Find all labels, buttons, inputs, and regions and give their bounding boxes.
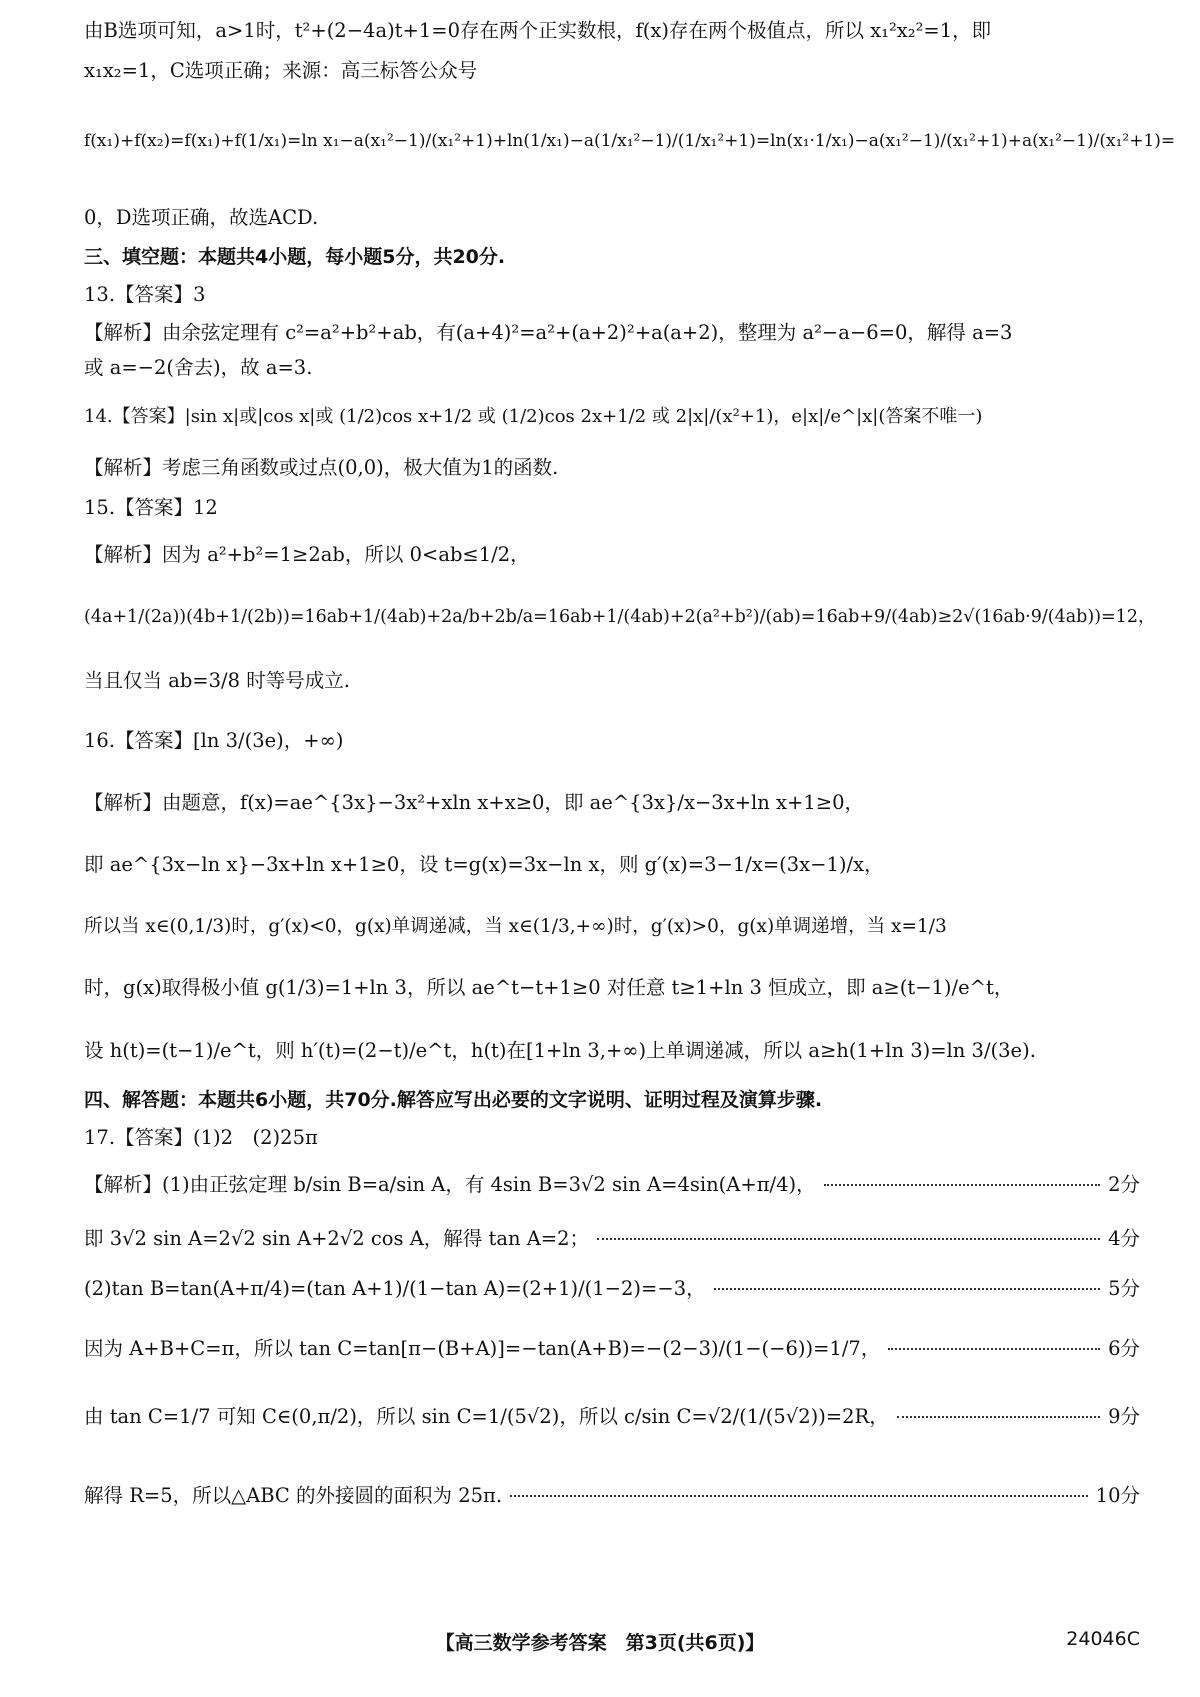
- step-points: 5分: [1108, 1277, 1140, 1300]
- answer-14: 14.【答案】|sin x|或|cos x|或 (1/2)cos x+1/2 或 (1/2)cos 2x+1/2 或 2|x|/(x²+1)，e|x|/e^|x|(答案不唯一): [84, 406, 983, 427]
- analysis-13: 【解析】由余弦定理有 c²=a²+b²+ab，有(a+4)²=a²+(a+2)²+a(a+2)，整理为 a²−a−6=0，解得 a=3: [84, 321, 1013, 344]
- step-text: 因为 A+B+C=π，所以 tan C=tan[π−(B+A)]=−tan(A+B)=−(2−3)/(1−(−6))=1/7，: [84, 1337, 881, 1360]
- answer-17: 17.【答案】(1)2 (2)25π: [84, 1126, 318, 1149]
- text-line: 时，g(x)取得极小值 g(1/3)=1+ln 3，所以 ae^t−t+1≥0 对任意 t≥1+ln 3 恒成立，即 a≥(t−1)/e^t，: [84, 976, 1014, 999]
- text-line: 即 ae^{3x−ln x}−3x+ln x+1≥0，设 t=g(x)=3x−ln x，则 g′(x)=3−1/x=(3x−1)/x，: [84, 853, 884, 876]
- step-points: 2分: [1108, 1173, 1140, 1196]
- formula-line: (4a+1/(2a))(4b+1/(2b))=16ab+1/(4ab)+2a/b+2b/a=16ab+1/(4ab)+2(a²+b²)/(ab)=16ab+9/(4ab)≥2√(16ab·9/(4ab))=12，: [84, 607, 1156, 627]
- answer-13: 13.【答案】3: [84, 283, 206, 306]
- leader-dots: [897, 1416, 1100, 1418]
- leader-dots: [510, 1495, 1088, 1497]
- footer-code: 24046C: [1066, 1628, 1140, 1650]
- text-line: 或 a=−2(舍去)，故 a=3.: [84, 356, 313, 379]
- text-line: 所以当 x∈(0,1/3)时，g′(x)<0，g(x)单调递减，当 x∈(1/3,+∞)时，g′(x)>0，g(x)单调递增，当 x=1/3: [84, 916, 947, 937]
- scored-step: [84, 1276, 1140, 1301]
- analysis-14: 【解析】考虑三角函数或过点(0,0)，极大值为1的函数.: [84, 456, 559, 479]
- answer-15: 15.【答案】12: [84, 496, 218, 519]
- text-line: 设 h(t)=(t−1)/e^t，则 h′(t)=(2−t)/e^t，h(t)在[1+ln 3,+∞)上单调递减，所以 a≥h(1+ln 3)=ln 3/(3e).: [84, 1039, 1036, 1062]
- text-line: 由B选项可知，a>1时，t²+(2−4a)t+1=0存在两个正实数根，f(x)存在两个极值点，所以 x₁²x₂²=1，即: [84, 19, 992, 42]
- answer-16: 16.【答案】[ln 3/(3e)，+∞): [84, 729, 344, 752]
- text-line: 0，D选项正确，故选ACD.: [84, 206, 319, 229]
- leader-dots: [597, 1238, 1100, 1240]
- step-text: 【解析】(1)由正弦定理 b/sin B=a/sin A，有 4sin B=3√2 sin A=4sin(A+π/4)，: [84, 1173, 816, 1196]
- scored-step: [84, 1226, 1140, 1251]
- text-line: x₁x₂=1，C选项正确；来源：高三标答公众号: [84, 59, 478, 82]
- step-text: 由 tan C=1/7 可知 C∈(0,π/2)，所以 sin C=1/(5√2)，所以 c/sin C=√2/(1/(5√2))=2R，: [84, 1405, 889, 1428]
- formula-line: f(x₁)+f(x₂)=f(x₁)+f(1/x₁)=ln x₁−a(x₁²−1)/(x₁²+1)+ln(1/x₁)−a(1/x₁²−1)/(1/x₁²+1)=ln(x₁·1/x₁)−a(x₁²−1)/(x₁²+1)+a(x₁²−1)/(x₁²+1)=: [84, 131, 1176, 151]
- section-heading-fill-in: 三、填空题：本题共4小题，每小题5分，共20分.: [84, 246, 506, 268]
- analysis-15: 【解析】因为 a²+b²=1≥2ab，所以 0<ab≤1/2，: [84, 543, 530, 566]
- footer-title: 【高三数学参考答案 第3页(共6页)】: [435, 1632, 765, 1654]
- scored-step: [84, 1336, 1140, 1361]
- step-text: (2)tan B=tan(A+π/4)=(tan A+1)/(1−tan A)=(2+1)/(1−2)=−3，: [84, 1277, 706, 1300]
- scored-step: [84, 1404, 1140, 1429]
- step-points: 9分: [1108, 1405, 1140, 1428]
- step-points: 6分: [1108, 1337, 1140, 1360]
- step-points: 10分: [1095, 1484, 1140, 1507]
- step-text: 即 3√2 sin A=2√2 sin A+2√2 cos A，解得 tan A=2；: [84, 1227, 590, 1250]
- text-line: 当且仅当 ab=3/8 时等号成立.: [84, 669, 350, 692]
- scored-step: [84, 1483, 1140, 1508]
- leader-dots: [824, 1184, 1100, 1186]
- step-points: 4分: [1108, 1227, 1140, 1250]
- section-heading-solutions: 四、解答题：本题共6小题，共70分.解答应写出必要的文字说明、证明过程及演算步骤.: [84, 1089, 823, 1111]
- analysis-16: 【解析】由题意，f(x)=ae^{3x}−3x²+xln x+x≥0，即 ae^{3x}/x−3x+ln x+1≥0，: [84, 791, 865, 814]
- leader-dots: [714, 1288, 1100, 1290]
- scored-step: [84, 1172, 1140, 1197]
- leader-dots: [888, 1348, 1100, 1350]
- page-footer: [0, 1628, 1200, 1668]
- step-text: 解得 R=5，所以△ABC 的外接圆的面积为 25π.: [84, 1484, 503, 1507]
